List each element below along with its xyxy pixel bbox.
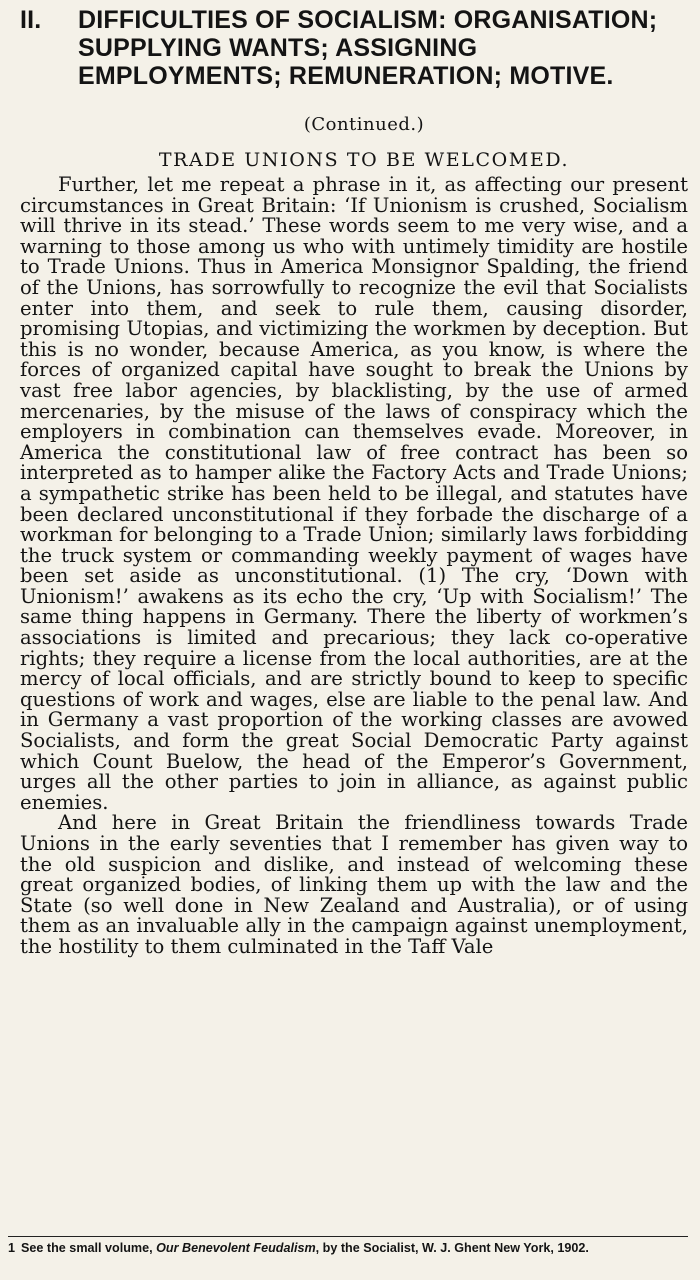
continued-note: (Continued.)	[303, 114, 425, 135]
footnote-text-before: See the small volume,	[21, 1241, 157, 1255]
paragraph: And here in Great Britain the friendliness towards Trade Unions in the early seventies that I remember has given way to the old suspicion and dislike, and instead of welcoming these great organized bodies, of linking them up with the law and the State (so well done in New Zealand and Australia), or of using them as an invaluable ally in the campaign against unemployment, the hostility to them culminated in the Taff Vale	[20, 811, 688, 958]
footnote-text-after: , by the Socialist, W. J. Ghent New York, 1902.	[315, 1241, 589, 1255]
subheading: TRADE UNIONS TO BE WELCOMED.	[158, 149, 570, 171]
article-body	[20, 175, 688, 958]
paragraph: Further, let me repeat a phrase in it, as affecting our present circumstances in Great Britain: ‘If Unionism is crushed, Socialism will thrive in its stead.’ These words seem to me very wise, and a warning to those among us who with untimely timidity are hostile to Trade Unions. Thus in America Monsignor Spalding, the friend of the Unions, has sorrowfully to recognize the evil that Socialists enter into them, and seek to rule them, causing disorder, promising Utopias, and victimizing the workmen by deception. But this is no wonder, because America, as you know, is where the forces of organized capital have sought to break the Unions by vast free labor agencies, by blacklisting, by the use of armed mercenaries, by the misuse of the laws of conspiracy which the employers in combination can themselves evade. Moreover, in America the constitutional law of free contract has been so interpreted as to hamper alike the Factory Acts and Trade Unions; a sympathetic strike has been held to be illegal, and statutes have been declared unconstitutional if they forbade the discharge of a workman for belonging to a Trade Union; similarly laws forbidding the truck system or commanding weekly payment of wages have been set aside as unconstitutional. (1) The cry, ‘Down with Unionism!’ awakens as its echo the cry, ‘Up with Socialism!’ The same thing happens in Germany. There the liberty of workmen’s associations is limited and precarious; they lack co-operative rights; they require a license from the local authorities, are at the mercy of local officials, and are strictly bound to keep to specific questions of work and wages, else are liable to the penal law. And in Germany a vast proportion of the working classes are avowed Socialists, and form the great Social Democratic Party against which Count Buelow, the head of the Emperor’s Government, urges all the other parties to join in alliance, as against public enemies.	[20, 173, 688, 814]
section-number: II.	[20, 6, 42, 34]
footnote-book-title: Our Benevolent Feudalism	[156, 1241, 316, 1255]
footnote-marker: 1	[8, 1241, 16, 1255]
footnote	[8, 1236, 688, 1255]
chapter-heading	[20, 6, 688, 90]
chapter-title: DIFFICULTIES OF SOCIALISM: ORGANISATION; SUPPLYING WANTS; ASSIGNING EMPLOYMENTS; REMUNERATION; MOTIVE.	[78, 6, 658, 90]
